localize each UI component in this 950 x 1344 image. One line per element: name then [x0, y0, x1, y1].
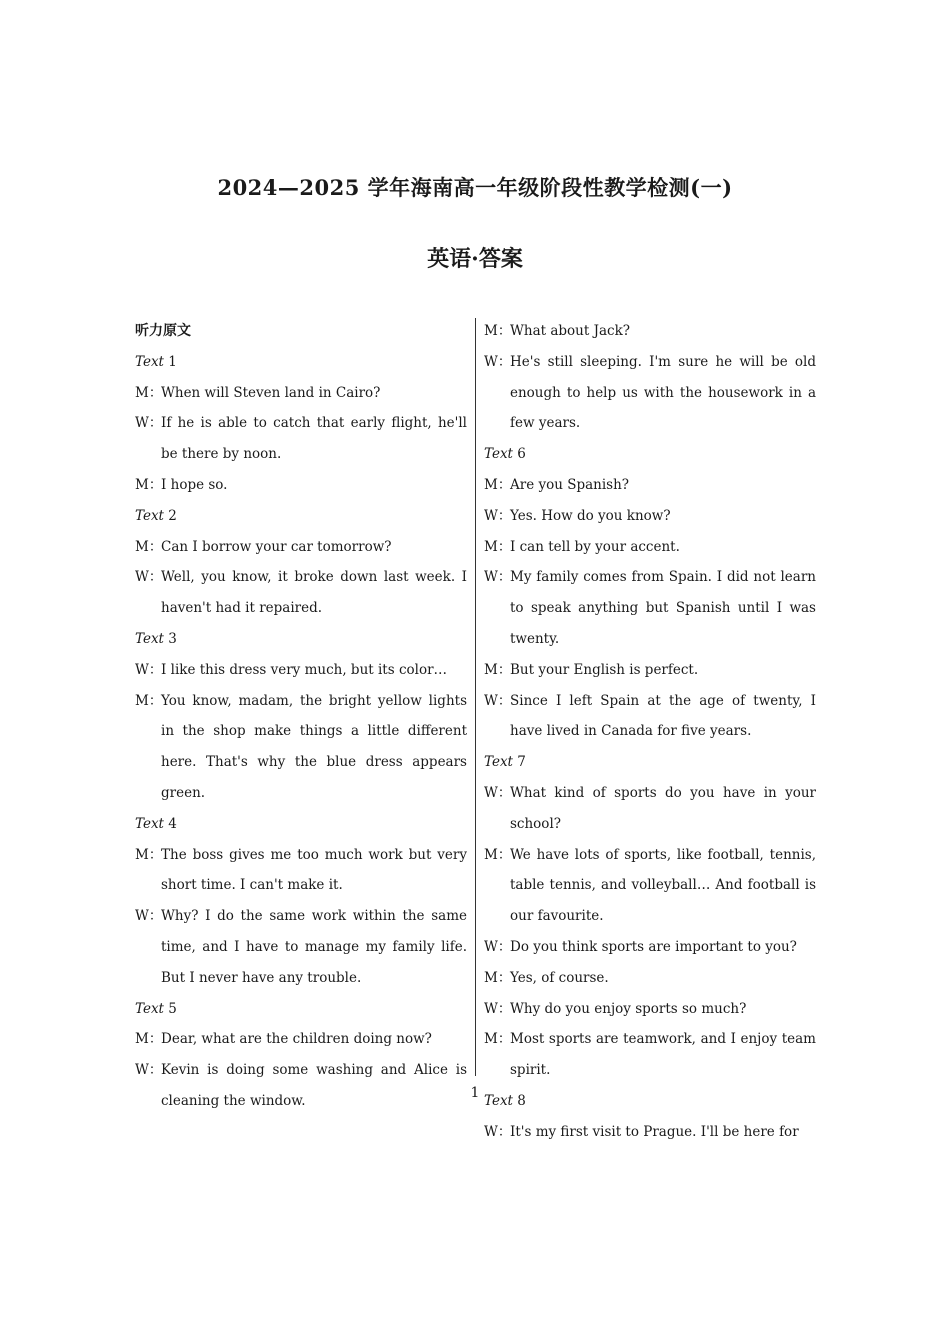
- dialogue-line: [484, 562, 816, 654]
- speaker-label: W：: [484, 569, 512, 586]
- text-label-word: Text: [484, 1092, 513, 1109]
- dialogue-text: I can tell by your accent.: [510, 538, 680, 555]
- text-section-label: [135, 624, 467, 655]
- dialogue-line: [484, 840, 816, 932]
- dialogue-text: What kind of sports do you have in your school?: [510, 784, 816, 832]
- text-section-label: [484, 439, 816, 470]
- speaker-label: W：: [484, 784, 512, 801]
- speaker-label: W：: [484, 507, 512, 524]
- text-section-label: [135, 347, 467, 378]
- dialogue-text: Are you Spanish?: [510, 476, 630, 493]
- speaker-label: W：: [135, 415, 163, 432]
- text-label-number: 7: [517, 754, 526, 771]
- speaker-label: M：: [135, 476, 163, 493]
- dialogue-line: [484, 347, 816, 439]
- dialogue-line: [135, 378, 467, 409]
- speaker-label: M：: [484, 323, 512, 339]
- dialogue-text: My family comes from Spain. I did not learn to speak anything but Spanish until I was twenty.: [510, 569, 816, 647]
- speaker-label: M：: [484, 1031, 512, 1048]
- text-section-label: [135, 809, 467, 840]
- dialogue-line: [484, 994, 816, 1025]
- dialogue-text: Do you think sports are important to you?: [510, 938, 797, 955]
- column-divider: [475, 318, 476, 1076]
- speaker-label: M：: [135, 846, 163, 863]
- speaker-label: M：: [484, 661, 512, 678]
- speaker-label: M：: [135, 384, 163, 401]
- text-label-word: Text: [135, 507, 164, 524]
- dialogue-line: [135, 562, 467, 624]
- dialogue-text: If he is able to catch that early flight, he'll be there by noon.: [161, 415, 467, 463]
- dialogue-text: Well, you know, it broke down last week. I haven't had it repaired.: [161, 569, 467, 617]
- dialogue-line: [484, 932, 816, 963]
- dialogue-text: Yes. How do you know?: [510, 507, 671, 524]
- text-label-number: 5: [168, 1000, 177, 1017]
- dialogue-line: [135, 840, 467, 902]
- text-label-number: 6: [517, 446, 526, 463]
- dialogue-line: [135, 1024, 467, 1055]
- dialogue-line: [484, 655, 816, 686]
- dialogue-line: [135, 408, 467, 470]
- dialogue-text: We have lots of sports, like football, tennis, table tennis, and volleyball… And football is our favourite.: [510, 846, 816, 925]
- dialogue-line: [135, 686, 467, 809]
- speaker-label: W：: [135, 908, 163, 925]
- dialogue-text: I hope so.: [161, 476, 228, 493]
- text-label-word: Text: [484, 754, 513, 771]
- speaker-label: W：: [484, 1000, 512, 1017]
- left-column: [135, 316, 467, 1117]
- dialogue-line: [484, 778, 816, 840]
- text-label-number: 2: [168, 507, 177, 524]
- dialogue-text: I like this dress very much, but its color…: [161, 661, 448, 678]
- left-transcript: [135, 347, 467, 1117]
- dialogue-text: Kevin is doing some washing and Alice is cleaning the window.: [161, 1062, 467, 1109]
- dialogue-text: When will Steven land in Cairo?: [161, 384, 381, 401]
- speaker-label: M：: [135, 1031, 163, 1048]
- speaker-label: W：: [135, 569, 163, 586]
- speaker-label: M：: [135, 538, 163, 555]
- dialogue-line: [484, 470, 816, 501]
- dialogue-text: Dear, what are the children doing now?: [161, 1031, 432, 1048]
- dialogue-line: [484, 316, 816, 347]
- text-label-number: 8: [517, 1092, 526, 1109]
- dialogue-text: Can I borrow your car tomorrow?: [161, 538, 392, 555]
- right-column: [484, 316, 816, 1148]
- text-label-number: 4: [168, 815, 177, 832]
- dialogue-text: It's my first visit to Prague. I'll be here for: [510, 1123, 799, 1140]
- dialogue-line: [135, 901, 467, 993]
- dialogue-line: [484, 686, 816, 748]
- speaker-label: W：: [484, 353, 512, 370]
- text-section-label: [135, 501, 467, 532]
- speaker-label: M：: [135, 692, 163, 709]
- dialogue-line: [135, 532, 467, 563]
- speaker-label: M：: [484, 846, 512, 863]
- speaker-label: M：: [484, 538, 512, 555]
- dialogue-text: But your English is perfect.: [510, 661, 699, 678]
- text-label-word: Text: [484, 446, 513, 463]
- dialogue-text: You know, madam, the bright yellow lights in the shop make things a little different here. That's why the blue dress appears green.: [161, 692, 467, 801]
- document-title: 2024—2025 学年海南高一年级阶段性教学检测(一): [217, 175, 733, 200]
- speaker-label: M：: [484, 969, 512, 986]
- text-section-label: [484, 747, 816, 778]
- text-section-label: [135, 994, 467, 1025]
- dialogue-text: The boss gives me too much work but very short time. I can't make it.: [161, 846, 467, 894]
- dialogue-text: Why do you enjoy sports so much?: [510, 1000, 747, 1017]
- text-label-word: Text: [135, 1000, 164, 1017]
- text-label-word: Text: [135, 630, 164, 647]
- text-label-number: 1: [168, 353, 177, 370]
- speaker-label: W：: [484, 938, 512, 955]
- right-transcript: [484, 316, 816, 1148]
- speaker-label: M：: [484, 476, 512, 493]
- text-label-word: Text: [135, 353, 164, 370]
- dialogue-line: [484, 1117, 816, 1148]
- dialogue-text: Most sports are teamwork, and I enjoy team spirit.: [510, 1031, 816, 1079]
- section-heading: 听力原文: [135, 323, 191, 339]
- dialogue-text: Since I left Spain at the age of twenty, I have lived in Canada for five years.: [510, 692, 816, 740]
- speaker-label: W：: [135, 1062, 163, 1079]
- dialogue-text: Why? I do the same work within the same time, and I have to manage my family life. But I never have any trouble.: [161, 908, 467, 986]
- speaker-label: W：: [484, 692, 512, 709]
- dialogue-text: He's still sleeping. I'm sure he will be old enough to help us with the housework in a few years.: [510, 353, 816, 432]
- speaker-label: W：: [484, 1123, 512, 1140]
- document-subtitle: 英语·答案: [427, 246, 523, 272]
- dialogue-line: [484, 532, 816, 563]
- text-label-word: Text: [135, 815, 164, 832]
- page-number: 1: [470, 1085, 480, 1101]
- dialogue-text: Yes, of course.: [510, 969, 609, 986]
- speaker-label: W：: [135, 661, 163, 678]
- dialogue-line: [484, 501, 816, 532]
- text-label-number: 3: [168, 630, 177, 647]
- dialogue-line: [484, 963, 816, 994]
- dialogue-line: [135, 470, 467, 501]
- dialogue-text: What about Jack?: [510, 323, 631, 339]
- dialogue-line: [135, 655, 467, 686]
- dialogue-line: [484, 1024, 816, 1086]
